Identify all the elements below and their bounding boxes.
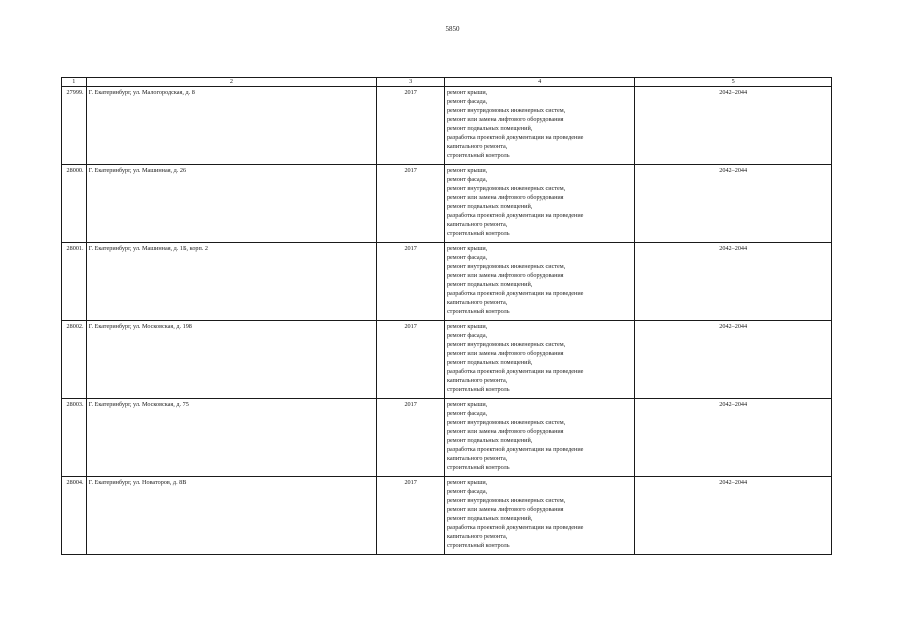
page-number: 5850 xyxy=(445,25,460,33)
work-item: ремонт или замена лифтового оборудования xyxy=(446,350,564,357)
work-item: ремонт крыши, xyxy=(446,479,488,486)
work-item: ремонт крыши, xyxy=(446,401,488,408)
work-item: ремонт или замена лифтового оборудования xyxy=(446,272,564,279)
work-item: строительный контроль xyxy=(446,230,510,237)
row-works xyxy=(444,477,634,555)
work-item: капитального ремонта, xyxy=(446,533,508,540)
work-item: ремонт или замена лифтового оборудования xyxy=(446,194,564,201)
work-item: ремонт подвальных помещений, xyxy=(446,437,533,444)
work-item: ремонт подвальных помещений, xyxy=(446,515,533,522)
row-works xyxy=(444,321,634,399)
work-item: строительный контроль xyxy=(446,542,510,549)
work-item: ремонт фасада, xyxy=(446,332,488,339)
header-col-5: 5 xyxy=(635,78,832,87)
work-item: ремонт крыши, xyxy=(446,323,488,330)
row-number: 28001. xyxy=(62,243,87,321)
work-item: разработка проектной документации на проведение xyxy=(446,290,584,297)
work-item: ремонт внутридомовых инженерных систем, xyxy=(446,185,566,192)
table-row xyxy=(62,165,832,243)
row-address: Г. Екатеринбург, ул. Малогородская, д. 8 xyxy=(86,87,377,165)
row-address: Г. Екатеринбург, ул. Московская, д. 75 xyxy=(86,399,377,477)
row-works xyxy=(444,87,634,165)
work-item: ремонт подвальных помещений, xyxy=(446,203,533,210)
work-item: разработка проектной документации на проведение xyxy=(446,524,584,531)
header-col-2: 2 xyxy=(86,78,377,87)
row-year: 2017 xyxy=(377,243,445,321)
work-item: ремонт или замена лифтового оборудования xyxy=(446,428,564,435)
header-row xyxy=(62,78,832,87)
row-number: 28000. xyxy=(62,165,87,243)
registry-table xyxy=(61,77,832,555)
row-number: 28003. xyxy=(62,399,87,477)
row-works xyxy=(444,243,634,321)
work-item: ремонт подвальных помещений, xyxy=(446,359,533,366)
work-item: разработка проектной документации на проведение xyxy=(446,212,584,219)
work-item: капитального ремонта, xyxy=(446,377,508,384)
row-year: 2017 xyxy=(377,399,445,477)
header-col-3: 3 xyxy=(377,78,445,87)
row-address: Г. Екатеринбург, ул. Машинная, д. 26 xyxy=(86,165,377,243)
work-item: ремонт или замена лифтового оборудования xyxy=(446,116,564,123)
work-item: ремонт подвальных помещений, xyxy=(446,281,533,288)
row-number: 27999. xyxy=(62,87,87,165)
work-item: ремонт крыши, xyxy=(446,167,488,174)
row-works xyxy=(444,165,634,243)
work-item: разработка проектной документации на проведение xyxy=(446,134,584,141)
row-period: 2042–2044 xyxy=(635,243,832,321)
row-period: 2042–2044 xyxy=(635,399,832,477)
work-item: строительный контроль xyxy=(446,464,510,471)
work-item: капитального ремонта, xyxy=(446,143,508,150)
row-address: Г. Екатеринбург, ул. Московская, д. 198 xyxy=(86,321,377,399)
table-row xyxy=(62,399,832,477)
table-row xyxy=(62,87,832,165)
work-item: разработка проектной документации на проведение xyxy=(446,368,584,375)
work-item: разработка проектной документации на проведение xyxy=(446,446,584,453)
work-item: ремонт фасада, xyxy=(446,176,488,183)
work-item: ремонт фасада, xyxy=(446,410,488,417)
row-period: 2042–2044 xyxy=(635,477,832,555)
work-item: ремонт фасада, xyxy=(446,254,488,261)
row-year: 2017 xyxy=(377,165,445,243)
work-item: ремонт крыши, xyxy=(446,245,488,252)
row-period: 2042–2044 xyxy=(635,87,832,165)
row-address: Г. Екатеринбург, ул. Новаторов, д. 8В xyxy=(86,477,377,555)
work-item: ремонт фасада, xyxy=(446,488,488,495)
row-year: 2017 xyxy=(377,477,445,555)
row-number: 28004. xyxy=(62,477,87,555)
work-item: строительный контроль xyxy=(446,152,510,159)
row-year: 2017 xyxy=(377,321,445,399)
header-col-4: 4 xyxy=(444,78,634,87)
work-item: ремонт крыши, xyxy=(446,89,488,96)
row-period: 2042–2044 xyxy=(635,321,832,399)
work-item: ремонт подвальных помещений, xyxy=(446,125,533,132)
row-year: 2017 xyxy=(377,87,445,165)
work-item: ремонт внутридомовых инженерных систем, xyxy=(446,107,566,114)
work-item: ремонт внутридомовых инженерных систем, xyxy=(446,263,566,270)
work-item: ремонт внутридомовых инженерных систем, xyxy=(446,419,566,426)
table-row xyxy=(62,477,832,555)
work-item: ремонт или замена лифтового оборудования xyxy=(446,506,564,513)
work-item: ремонт фасада, xyxy=(446,98,488,105)
table-row xyxy=(62,243,832,321)
work-item: капитального ремонта, xyxy=(446,299,508,306)
work-item: ремонт внутридомовых инженерных систем, xyxy=(446,497,566,504)
work-item: строительный контроль xyxy=(446,308,510,315)
row-address: Г. Екатеринбург, ул. Машинная, д. 1Б, корп. 2 xyxy=(86,243,377,321)
table-header xyxy=(62,78,832,87)
work-item: капитального ремонта, xyxy=(446,221,508,228)
work-item: строительный контроль xyxy=(446,386,510,393)
work-item: ремонт внутридомовых инженерных систем, xyxy=(446,341,566,348)
work-item: капитального ремонта, xyxy=(446,455,508,462)
header-col-1: 1 xyxy=(62,78,87,87)
row-works xyxy=(444,399,634,477)
row-period: 2042–2044 xyxy=(635,165,832,243)
table-row xyxy=(62,321,832,399)
row-number: 28002. xyxy=(62,321,87,399)
table-body xyxy=(62,87,832,555)
